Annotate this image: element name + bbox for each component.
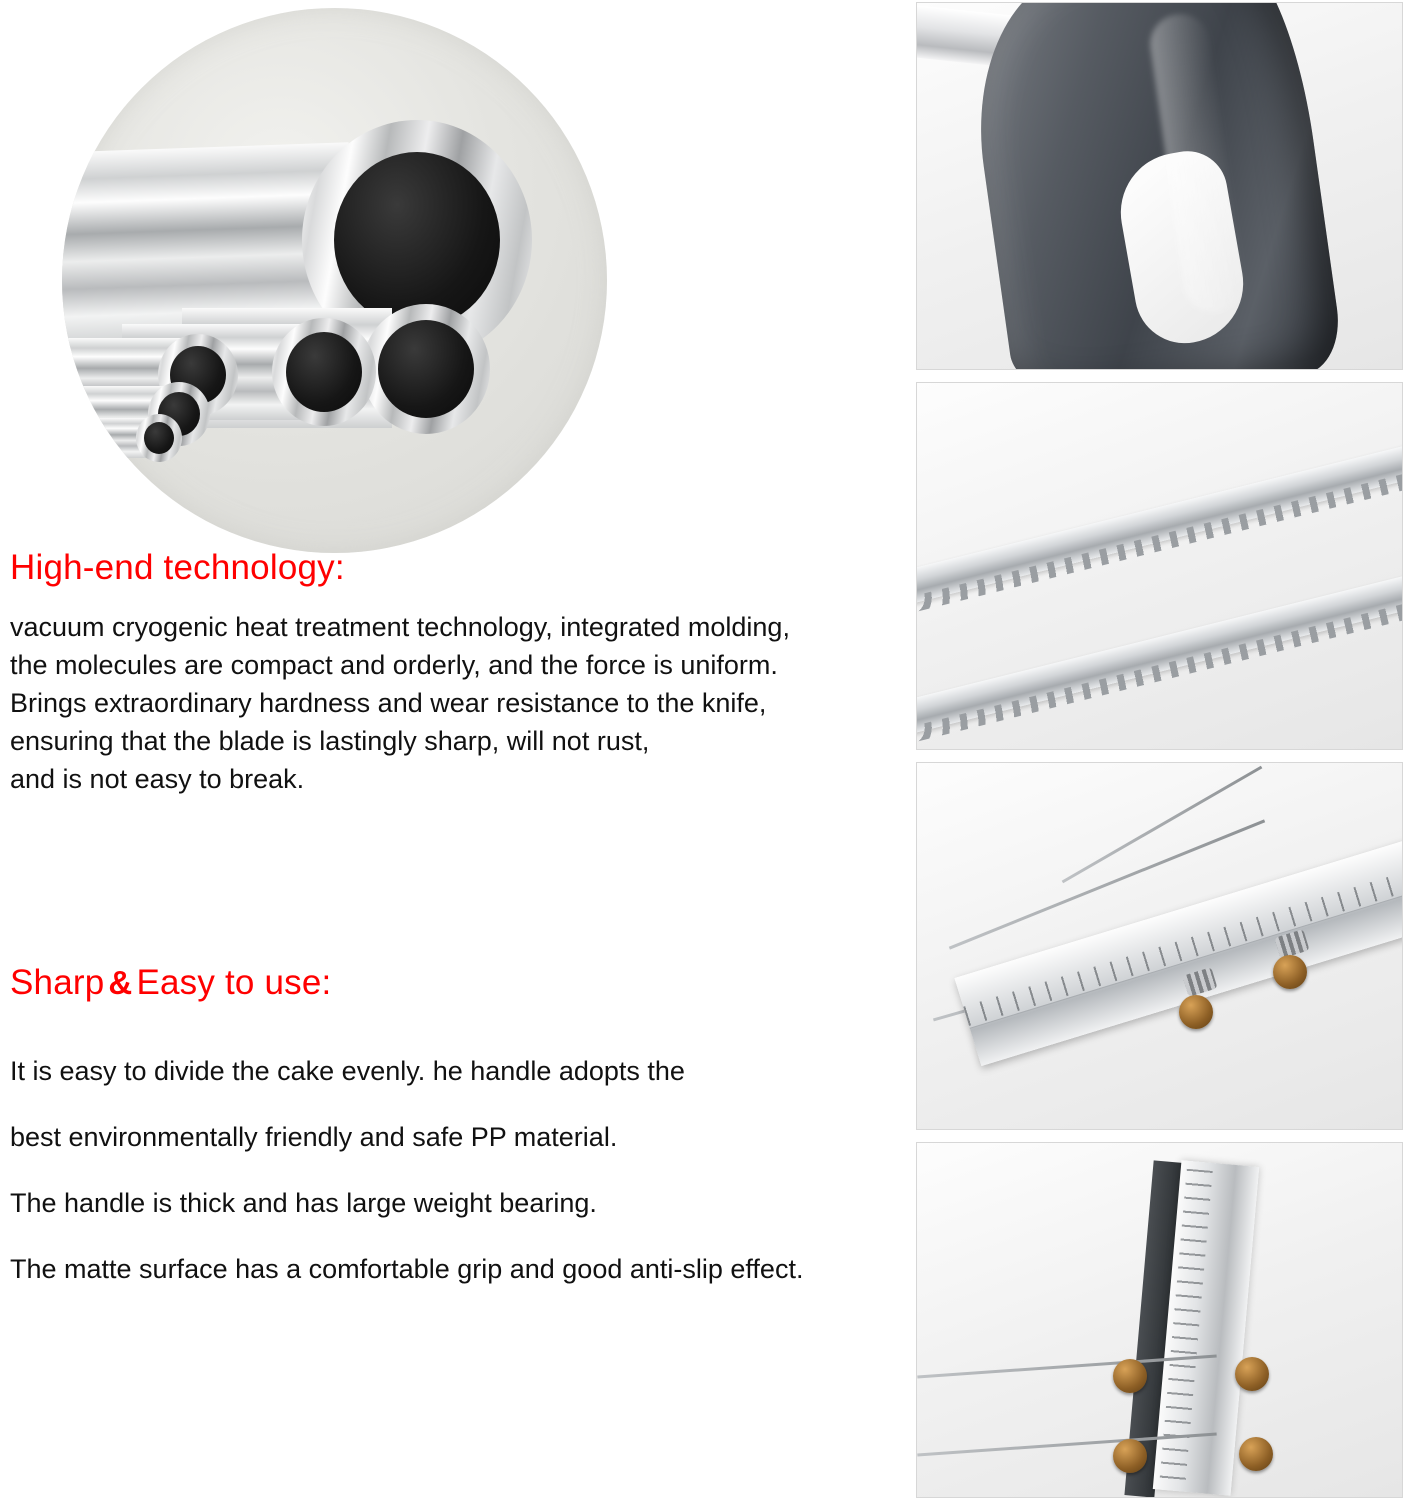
section-2-heading-amp: & [108, 964, 133, 1001]
thumb-screw-upper [1179, 995, 1213, 1029]
thumb-screw-right-lower [1239, 1437, 1273, 1471]
section-1-line-5: and is not easy to break. [10, 764, 305, 794]
thumb-screw-right-upper [1235, 1357, 1269, 1391]
steel-tubes-illustration [62, 8, 607, 553]
thumb-screw-upper [1113, 1359, 1147, 1393]
tube-hole-large [334, 152, 500, 328]
thumb-screw-lower [1113, 1439, 1147, 1473]
section-2-line-3: The handle is thick and has large weight bearing. [10, 1188, 597, 1218]
ruler-bar-screws-photo [916, 762, 1403, 1130]
section-1-line-3: Brings extraordinary hardness and wear resistance to the knife, [10, 688, 767, 718]
section-2-line-4: The matte surface has a comfortable grip and good anti-slip effect. [10, 1254, 804, 1284]
section-2-line-2: best environmentally friendly and safe PP material. [10, 1122, 618, 1152]
section-1-line-1: vacuum cryogenic heat treatment technology, integrated molding, [10, 612, 790, 642]
thumb-screw-lower [1273, 955, 1307, 989]
section-2-heading-part1: Sharp [10, 963, 105, 1002]
vertical-ruler-wires-photo [916, 1142, 1403, 1498]
section-1-body [10, 608, 790, 798]
steel-tubes-photo [62, 8, 607, 553]
tube-hole-small3 [144, 422, 174, 454]
section-1-line-2: the molecules are compact and orderly, and the force is uniform. [10, 650, 778, 680]
serrated-blades-photo [916, 382, 1403, 750]
section-2-heading [10, 963, 331, 1003]
tube-hole-medium [378, 320, 474, 418]
section-2-body [10, 1038, 803, 1302]
section-1-line-4: ensuring that the blade is lastingly sharp, will not rust, [10, 726, 650, 756]
section-2-heading-part2: Easy to use: [136, 963, 332, 1002]
knife-handle-photo [916, 2, 1403, 370]
section-2-line-1: It is easy to divide the cake evenly. he handle adopts the [10, 1056, 685, 1086]
section-1-heading: High-end technology: [10, 548, 345, 587]
right-photo-column [916, 0, 1409, 1500]
tube-hole-medium2 [286, 332, 362, 412]
